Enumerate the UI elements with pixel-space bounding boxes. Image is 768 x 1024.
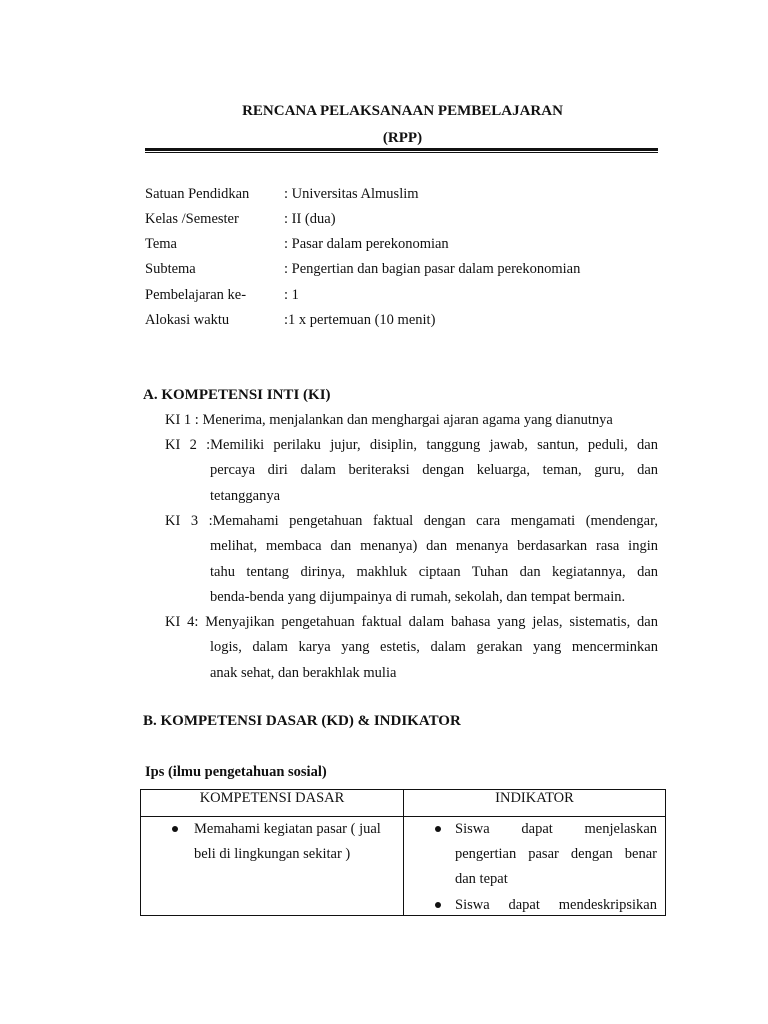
document-subtitle: (RPP) <box>382 130 423 146</box>
ki2-line: percaya diri dalam beriteraksi dengan keluarga, teman, guru, dan <box>210 462 658 479</box>
identity-label: Tema <box>145 236 177 252</box>
indikator-line: Siswa dapat menjelaskan <box>455 821 657 837</box>
kd-indicator-table <box>140 789 666 916</box>
section-a-heading: A. KOMPETENSI INTI (KI) <box>143 387 331 403</box>
identity-value: : Pasar dalam perekonomian <box>284 236 449 252</box>
kd-line: beli di lingkungan sekitar ) <box>194 846 351 862</box>
identity-label: Kelas /Semester <box>145 211 239 227</box>
ki4-line: anak sehat, dan berakhlak mulia <box>210 664 397 681</box>
table-header-row <box>141 790 666 817</box>
kd-cell <box>141 817 404 916</box>
ki2-line: tetangganya <box>210 487 281 504</box>
ki4-line: KI 4: Menyajikan pengetahuan faktual dalam bahasa yang jelas, sistematis, dan <box>165 614 658 630</box>
subject-label: Ips (ilmu pengetahuan sosial) <box>145 764 327 780</box>
identity-label: Alokasi waktu <box>145 312 230 328</box>
bullet-icon <box>435 826 441 832</box>
ki3-line: melihat, membaca dan menanya) dan menanya berdasarkan rasa ingin <box>210 538 658 555</box>
ki3-paragraph <box>165 509 658 610</box>
document-title: RENCANA PELAKSANAAN PEMBELAJARAN <box>242 103 563 119</box>
section-b-heading: B. KOMPETENSI DASAR (KD) & INDIKATOR <box>143 713 461 729</box>
identity-value: : II (dua) <box>284 211 336 227</box>
ki4-line: logis, dalam karya yang estetis, dalam gerakan yang mencerminkan <box>210 639 658 656</box>
identity-value: :1 x pertemuan (10 menit) <box>284 312 436 328</box>
bullet-icon <box>172 826 178 832</box>
ki3-line: KI 3 :Memahami pengetahuan faktual dengan cara mengamati (mendengar, <box>165 513 658 529</box>
identity-label: Satuan Pendidkan <box>145 186 250 202</box>
column-header-indikator: INDIKATOR <box>404 790 666 817</box>
identity-label: Subtema <box>145 261 196 277</box>
indikator-line: Siswa dapat mendeskripsikan <box>455 897 657 913</box>
table-row <box>141 817 666 916</box>
identity-label: Pembelajaran ke- <box>145 287 247 303</box>
ki3-line: tahu tentang dirinya, makhluk ciptaan Tuhan dan kegiatannya, dan <box>210 563 658 580</box>
title-underline <box>145 148 658 153</box>
column-header-kd: KOMPETENSI DASAR <box>141 790 404 817</box>
identity-value: : Pengertian dan bagian pasar dalam perekonomian <box>284 261 581 277</box>
ki4-paragraph <box>165 610 658 686</box>
bullet-icon <box>435 902 441 908</box>
indikator-line: dan tepat <box>455 871 508 887</box>
ki2-paragraph <box>165 433 658 509</box>
identity-value: : Universitas Almuslim <box>284 186 419 202</box>
indikator-cell <box>404 817 666 916</box>
ki2-line: KI 2 :Memiliki perilaku jujur, disiplin, tanggung jawab, santun, peduli, dan <box>165 437 658 453</box>
ki1-text: KI 1 : Menerima, menjalankan dan menghargai ajaran agama yang dianutnya <box>165 412 613 428</box>
indikator-line: pengertian pasar dengan benar <box>455 846 657 862</box>
ki3-line: benda-benda yang dijumpainya di rumah, sekolah, dan tempat bermain. <box>210 588 626 605</box>
identity-value: : 1 <box>284 287 299 303</box>
kd-line: Memahami kegiatan pasar ( jual <box>194 821 381 837</box>
